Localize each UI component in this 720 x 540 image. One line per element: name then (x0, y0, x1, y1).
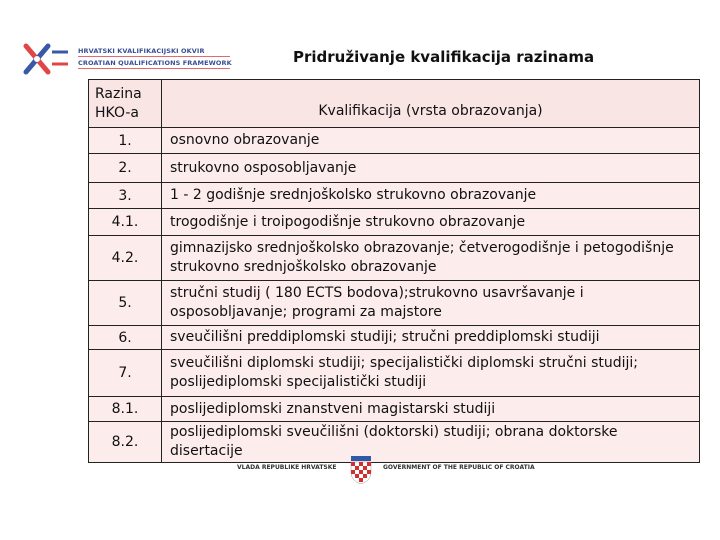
row-level: 7. (89, 350, 162, 397)
croatia-coat-of-arms-icon (349, 456, 373, 484)
table-row (89, 209, 700, 236)
footer (237, 456, 535, 484)
row-qualification: sveučilišni preddiplomski studiji; stručni preddiplomski studiji (162, 326, 700, 350)
column-header-level: Razina HKO-a (89, 80, 162, 128)
row-qualification: poslijediplomski znanstveni magistarski studiji (162, 397, 700, 422)
row-qualification: 1 - 2 godišnje srednjoškolsko strukovno obrazovanje (162, 183, 700, 209)
row-level: 6. (89, 326, 162, 350)
logo-line-1: HRVATSKI KVALIFIKACIJSKI OKVIR (78, 47, 205, 55)
row-level: 3. (89, 183, 162, 209)
table-row (89, 326, 700, 350)
table-row (89, 281, 700, 326)
row-level: 4.2. (89, 236, 162, 281)
table-row (89, 154, 700, 183)
footer-right-text: GOVERNMENT OF THE REPUBLIC OF CROATIA (383, 464, 535, 471)
cqf-emblem-icon (22, 42, 72, 76)
table-row (89, 236, 700, 281)
table-row (89, 128, 700, 154)
row-level: 2. (89, 154, 162, 183)
row-qualification: gimnazijsko srednjoškolsko obrazovanje; četverogodišnje i petogodišnje strukovno srednjoškolsko obrazovanje (162, 236, 700, 281)
row-level: 1. (89, 128, 162, 154)
table-row (89, 397, 700, 422)
row-qualification: osnovno obrazovanje (162, 128, 700, 154)
qualifications-table (88, 79, 700, 463)
row-qualification: trogodišnje i troipogodišnje strukovno obrazovanje (162, 209, 700, 236)
footer-left-text: VLADA REPUBLIKE HRVATSKE (237, 464, 337, 471)
page-title: Pridruživanje kvalifikacija razinama (293, 48, 595, 66)
row-qualification: strukovno osposobljavanje (162, 154, 700, 183)
row-qualification: poslijediplomski sveučilišni (doktorski) studiji; obrana doktorske disertacije (162, 422, 700, 463)
table-row (89, 183, 700, 209)
table-row (89, 350, 700, 397)
row-level: 4.1. (89, 209, 162, 236)
cqf-logo (22, 40, 232, 80)
row-level: 8.1. (89, 397, 162, 422)
row-qualification: sveučilišni diplomski studiji; specijalistički diplomski stručni studiji; poslijediplomski specijalistički studiji (162, 350, 700, 397)
row-level: 8.2. (89, 422, 162, 463)
row-level: 5. (89, 281, 162, 326)
column-header-qualification: Kvalifikacija (vrsta obrazovanja) (162, 80, 700, 128)
row-qualification: stručni studij ( 180 ECTS bodova);strukovno usavršavanje i osposobljavanje; programi za majstore (162, 281, 700, 326)
logo-line-2: CROATIAN QUALIFICATIONS FRAMEWORK (78, 59, 232, 67)
